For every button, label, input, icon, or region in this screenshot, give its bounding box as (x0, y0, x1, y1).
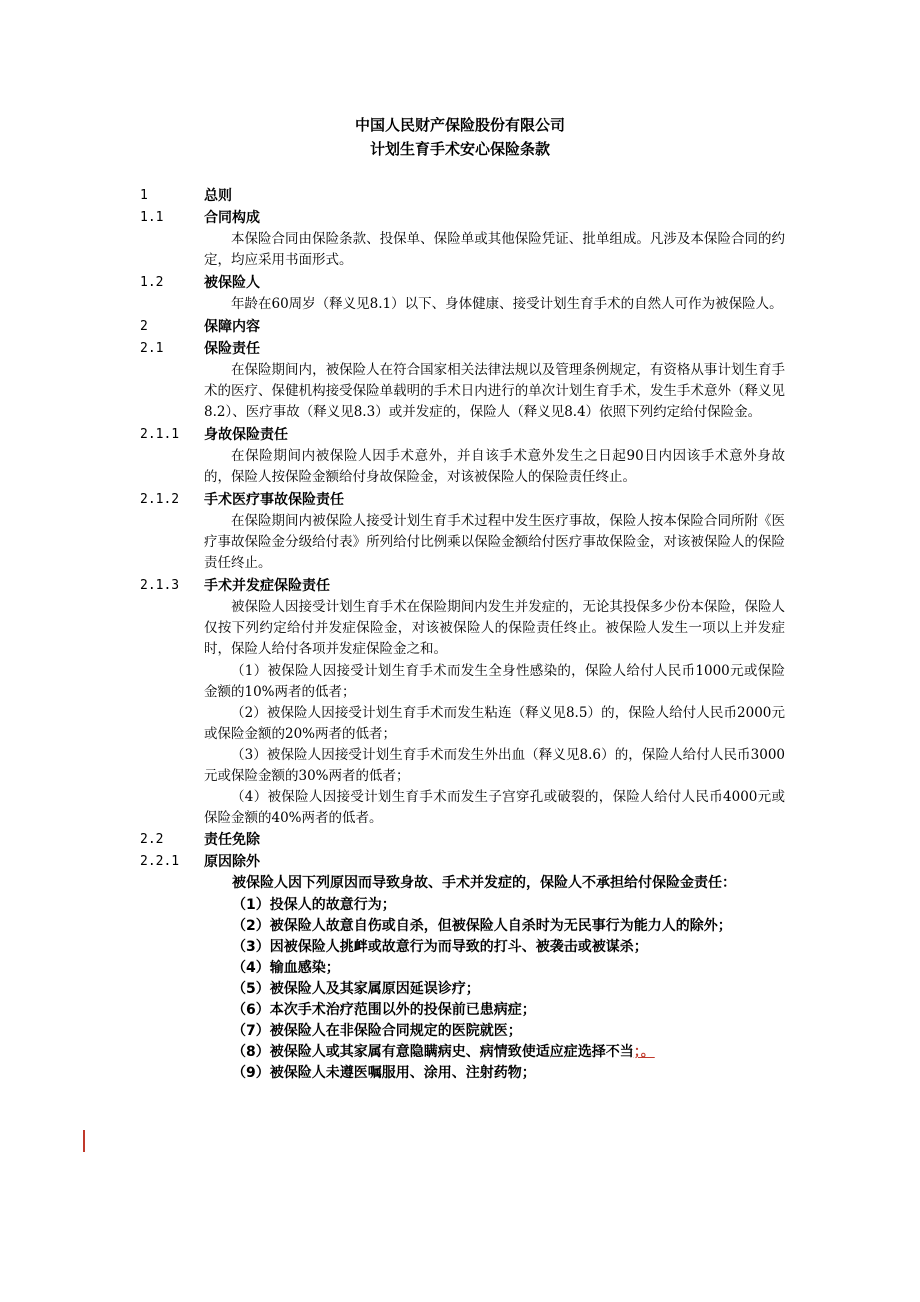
exclusion-item: （3）因被保险人挑衅或故意行为而导致的打斗、被袭击或被谋杀； (232, 939, 648, 955)
section-title: 保障内容 (204, 319, 260, 335)
section-heading (140, 424, 785, 446)
section-heading (140, 185, 785, 207)
section-title: 保险责任 (204, 341, 260, 357)
exclusion-item: （9）被保险人未遵医嘱服用、涂用、注射药物； (232, 1065, 536, 1081)
revision-insertion: ；。 (633, 1044, 655, 1060)
section-paragraph: 本保险合同由保险条款、投保单、保险单或其他保险凭证、批单组成。凡涉及本保险合同的约定，均应采用书面形式。 (204, 231, 785, 268)
section-number: 2.1.2 (140, 492, 180, 507)
company-name: 中国人民财产保险股份有限公司 (354, 116, 565, 134)
section-heading (140, 489, 785, 511)
exclusion-item: （4）输血感染； (232, 960, 340, 976)
section-number: 2.1.3 (140, 578, 180, 593)
section-heading (140, 851, 785, 873)
section-heading (140, 207, 785, 229)
complication-item: （1）被保险人因接受计划生育手术而发生全身性感染的，保险人给付人民币1000元或保险金额的10%两者的低者； (204, 663, 785, 700)
document-title: 计划生育手术安心保险条款 (369, 140, 550, 158)
document-body (140, 185, 785, 1084)
section-paragraph: 在保险期间内，被保险人在符合国家相关法律法规以及管理条例规定，有资格从事计划生育手术的医疗、保健机构接受保险单载明的手术日内进行的单次计划生育手术，发生手术意外（释义见8.2）、医疗事故（释义见8.3）或并发症的，保险人（释义见8.4）依照下列约定给付保险金。 (204, 362, 785, 420)
section-number: 2.1.1 (140, 427, 180, 442)
section-paragraph: 在保险期间内被保险人接受计划生育手术过程中发生医疗事故，保险人按本保险合同所附《医疗事故保险金分级给付表》所列给付比例乘以保险金额给付医疗事故保险金，对该被保险人的保险责任终止。 (204, 513, 785, 571)
section-title: 责任免除 (204, 832, 260, 848)
section-title: 被保险人 (204, 275, 260, 291)
section-heading (140, 338, 785, 360)
section-number: 1 (140, 188, 148, 203)
section-paragraph: 年龄在60周岁（释义见8.1）以下、身体健康、接受计划生育手术的自然人可作为被保险人。 (231, 296, 783, 312)
exclusion-item: （2）被保险人故意自伤或自杀，但被保险人自杀时为无民事行为能力人的除外； (232, 918, 732, 934)
section-title: 手术医疗事故保险责任 (204, 492, 344, 508)
section-number: 1.2 (140, 275, 164, 290)
section-number: 2.1 (140, 341, 164, 356)
section-number: 2.2 (140, 832, 164, 847)
section-number: 2.2.1 (140, 854, 180, 869)
exclusion-item: （6）本次手术治疗范围以外的投保前已患病症； (232, 1002, 536, 1018)
exclusion-intro: 被保险人因下列原因而导致身故、手术并发症的，保险人不承担给付保险金责任： (232, 875, 736, 891)
exclusion-item (204, 1042, 785, 1063)
complication-item: （2）被保险人因接受计划生育手术而发生粘连（释义见8.5）的，保险人给付人民币2000元或保险金额的20%两者的低者； (204, 705, 785, 742)
section-heading (140, 829, 785, 851)
section-title: 手术并发症保险责任 (204, 578, 330, 594)
section-heading (140, 316, 785, 338)
exclusion-item-text: （8）被保险人或其家属有意隐瞒病史、病情致使适应症选择不当 (232, 1044, 634, 1060)
section-paragraph: 在保险期间内被保险人因手术意外，并自该手术意外发生之日起90日内因该手术意外身故的，保险人按保险金额给付身故保险金，对该被保险人的保险责任终止。 (204, 448, 785, 485)
complication-item: （4）被保险人因接受计划生育手术而发生子宫穿孔或破裂的，保险人给付人民币4000元或保险金额的40%两者的低者。 (204, 789, 785, 826)
section-paragraph: 被保险人因接受计划生育手术在保险期间内发生并发症的，无论其投保多少份本保险，保险人仅按下列约定给付并发症保险金，对该被保险人的保险责任终止。被保险人发生一项以上并发症时，保险人给付各项并发症保险金之和。 (204, 599, 785, 657)
section-number: 2 (140, 319, 148, 334)
section-heading (140, 272, 785, 294)
complication-item: （3）被保险人因接受计划生育手术而发生外出血（释义见8.6）的，保险人给付人民币3000元或保险金额的30%两者的低者； (204, 747, 785, 784)
exclusion-item: （5）被保险人及其家属原因延误诊疗； (232, 981, 480, 997)
section-title: 原因除外 (204, 854, 260, 870)
section-number: 1.1 (140, 210, 164, 225)
revision-bar-marker (83, 1130, 85, 1152)
exclusion-item: （7）被保险人在非保险合同规定的医院就医； (232, 1023, 522, 1039)
section-title: 总则 (204, 188, 232, 204)
exclusion-item: （1）投保人的故意行为； (232, 897, 396, 913)
section-title: 合同构成 (204, 210, 260, 226)
section-heading (140, 575, 785, 597)
section-title: 身故保险责任 (204, 427, 288, 443)
